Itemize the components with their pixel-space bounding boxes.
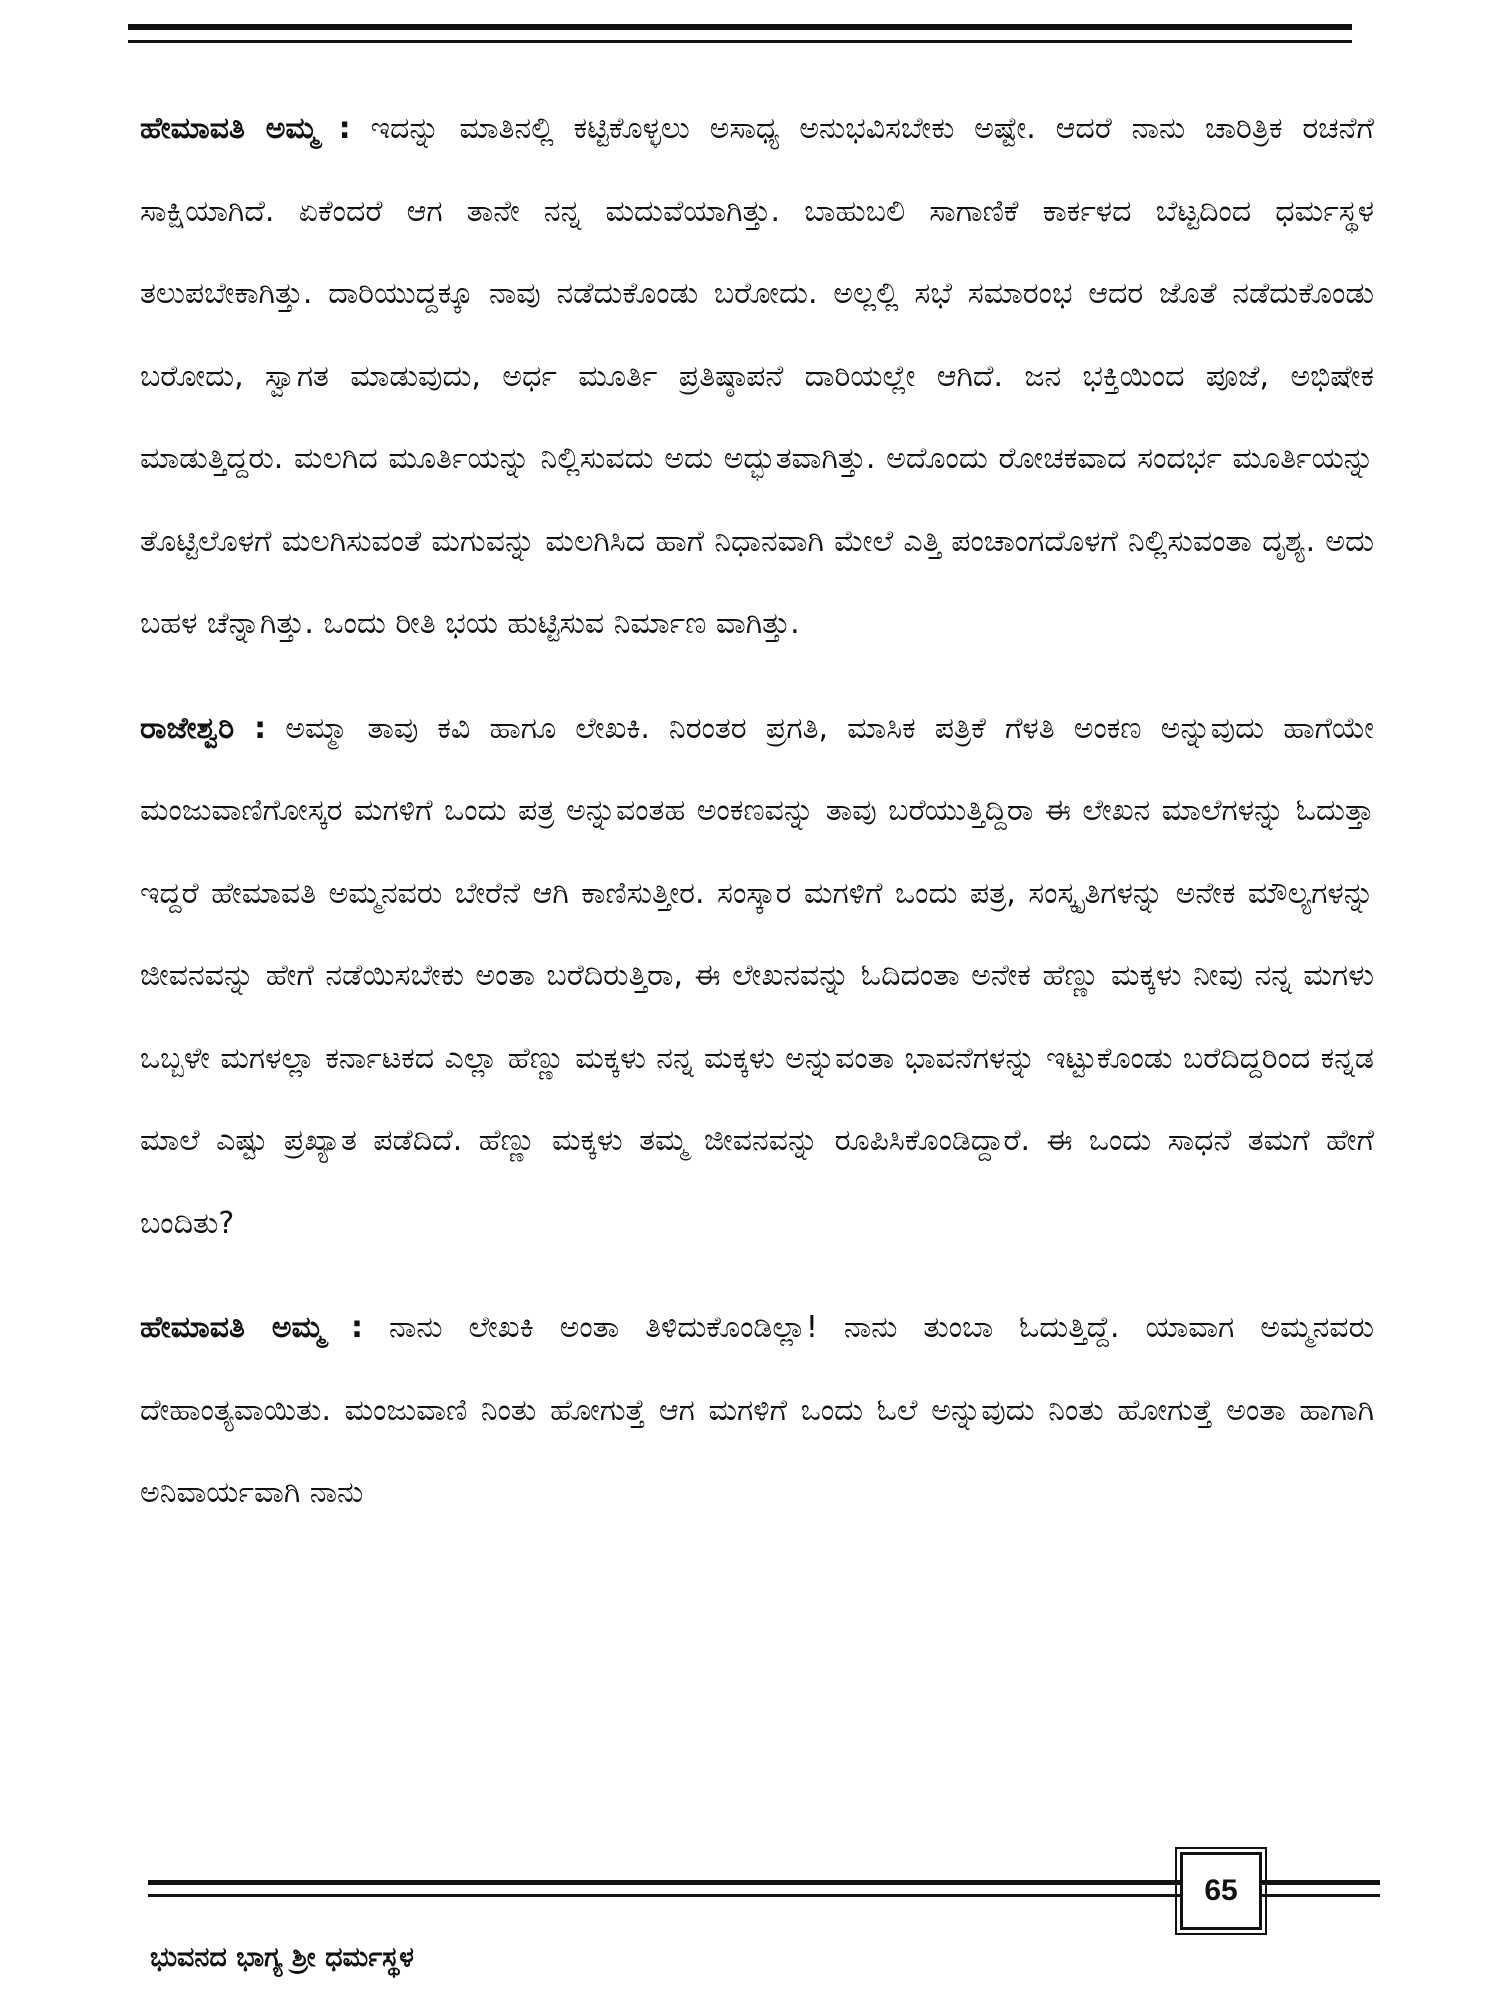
speaker-name: ಹೇಮಾವತಿ ಅಮ್ಮ :: [140, 111, 351, 146]
top-rule-thin: [128, 40, 1352, 43]
dialogue-paragraph: [140, 1287, 1374, 1535]
dialogue-paragraph: [140, 688, 1374, 1266]
paragraph-text: ಅಮ್ಮಾ ತಾವು ಕವಿ ಹಾಗೂ ಲೇಖಕಿ. ನಿರಂತರ ಪ್ರಗತಿ, ಮಾಸಿಕ ಪತ್ರಿಕೆ ಗೆಳತಿ ಅಂಕಣ ಅನ್ನುವುದು ಹಾಗೆಯೇ ಮಂಜುವಾಣಿಗೋಸ್ಕರ ಮಗಳಿಗೆ ಒಂದು ಪತ್ರ ಅನ್ನುವಂತಹ ಅಂಕಣವನ್ನು ತಾವು ಬರೆಯುತ್ತಿದ್ದಿರಾ ಈ ಲೇಖನ ಮಾಲೆಗಳನ್ನು ಓದುತ್ತಾ ಇದ್ದರೆ ಹೇಮಾವತಿ ಅಮ್ಮನವರು ಬೇರೆನೆ ಆಗಿ ಕಾಣಿಸುತ್ತೀರ. ಸಂಸ್ಕಾರ ಮಗಳಿಗೆ ಒಂದು ಪತ್ರ, ಸಂಸ್ಕೃತಿಗಳನ್ನು ಅನೇಕ ಮೌಲ್ಯಗಳನ್ನು ಜೀವನವನ್ನು ಹೇಗೆ ನಡೆಯಿಸಬೇಕು ಅಂತಾ ಬರೆದಿರುತ್ತಿರಾ, ಈ ಲೇಖನವನ್ನು ಓದಿದಂತಾ ಅನೇಕ ಹೆಣ್ಣು ಮಕ್ಕಳು ನೀವು ನನ್ನ ಮಗಳು ಒಬ್ಬಳೇ ಮಗಳಲ್ಲಾ ಕರ್ನಾಟಕದ ಎಲ್ಲಾ ಹೆಣ್ಣು ಮಕ್ಕಳು ನನ್ನ ಮಕ್ಕಳು ಅನ್ನುವಂತಾ ಭಾವನೆಗಳನ್ನು ಇಟ್ಟುಕೊಂಡು ಬರೆದಿದ್ದರಿಂದ ಕನ್ನಡ ಮಾಲೆ ಎಷ್ಟು ಪ್ರಖ್ಯಾತ ಪಡೆದಿದೆ. ಹೆಣ್ಣು ಮಕ್ಕಳು ತಮ್ಮ ಜೀವನವನ್ನು ರೂಪಿಸಿಕೊಂಡಿದ್ದಾರೆ. ಈ ಒಂದು ಸಾಧನೆ ತಮಗೆ ಹೇಗೆ ಬಂದಿತು?: [140, 710, 1374, 1241]
paragraph-text: ನಾನು ಲೇಖಕಿ ಅಂತಾ ತಿಳಿದುಕೊಂಡಿಲ್ಲಾ! ನಾನು ತುಂಬಾ ಓದುತ್ತಿದ್ದೆ. ಯಾವಾಗ ಅಮ್ಮನವರು ದೇಹಾಂತ್ಯವಾಯಿತು. ಮಂಜುವಾಣಿ ನಿಂತು ಹೋಗುತ್ತೆ ಆಗ ಮಗಳಿಗೆ ಒಂದು ಓಲೆ ಅನ್ನುವುದು ನಿಂತು ಹೋಗುತ್ತೆ ಅಂತಾ ಹಾಗಾಗಿ ಅನಿವಾರ್ಯವಾಗಿ ನಾನು: [140, 1310, 1374, 1510]
speaker-name: ರಾಜೇಶ್ವರಿ :: [140, 710, 267, 746]
dialogue-paragraph: [140, 88, 1374, 666]
page-body: [140, 88, 1374, 1557]
paragraph-text: ಇದನ್ನು ಮಾತಿನಲ್ಲಿ ಕಟ್ಟಿಕೊಳ್ಳಲು ಅಸಾಧ್ಯ ಅನುಭವಿಸಬೇಕು ಅಷ್ಟೇ. ಆದರೆ ನಾನು ಚಾರಿತ್ರಿಕ ರಚನೆಗೆ ಸಾಕ್ಷಿಯಾಗಿದೆ. ಏಕೆಂದರೆ ಆಗ ತಾನೇ ನನ್ನ ಮದುವೆಯಾಗಿತ್ತು. ಬಾಹುಬಲಿ ಸಾಗಾಣಿಕೆ ಕಾರ್ಕಳದ ಬೆಟ್ಟದಿಂದ ಧರ್ಮಸ್ಥಳ ತಲುಪಬೇಕಾಗಿತ್ತು. ದಾರಿಯುದ್ದಕ್ಕೂ ನಾವು ನಡೆದುಕೊಂಡು ಬರೋದು. ಅಲ್ಲಲ್ಲಿ ಸಭೆ ಸಮಾರಂಭ ಆದರ ಜೊತೆ ನಡೆದುಕೊಂಡು ಬರೋದು, ಸ್ವಾಗತ ಮಾಡುವುದು, ಅರ್ಧ ಮೂರ್ತಿ ಪ್ರತಿಷ್ಠಾಪನೆ ದಾರಿಯಲ್ಲೇ ಆಗಿದೆ. ಜನ ಭಕ್ತಿಯಿಂದ ಪೂಜೆ, ಅಭಿಷೇಕ ಮಾಡುತ್ತಿದ್ದರು. ಮಲಗಿದ ಮೂರ್ತಿಯನ್ನು ನಿಲ್ಲಿಸುವದು ಅದು ಅದ್ಭುತವಾಗಿತ್ತು. ಅದೊಂದು ರೋಚಕವಾದ ಸಂದರ್ಭ ಮೂರ್ತಿಯನ್ನು ತೊಟ್ಟಿಲೊಳಗೆ ಮಲಗಿಸುವಂತೆ ಮಗುವನ್ನು ಮಲಗಿಸಿದ ಹಾಗೆ ನಿಧಾನವಾಗಿ ಮೇಲೆ ಎತ್ತಿ ಪಂಚಾಂಗದೊಳಗೆ ನಿಲ್ಲಿಸುವಂತಾ ದೃಶ್ಯ. ಅದು ಬಹಳ ಚೆನ್ನಾಗಿತ್ತು. ಒಂದು ರೀತಿ ಭಯ ಹುಟ್ಟಿಸುವ ನಿರ್ಮಾಣ ವಾಗಿತ್ತು.: [140, 111, 1374, 641]
speaker-name: ಹೇಮಾವತಿ ಅಮ್ಮ :: [140, 1310, 364, 1345]
book-title: ಭುವನದ ಭಾಗ್ಯ ಶ್ರೀ ಧರ್ಮಸ್ಥಳ: [150, 1942, 414, 1973]
page-number: 65: [1180, 1852, 1262, 1930]
top-rule-thick: [128, 24, 1352, 30]
